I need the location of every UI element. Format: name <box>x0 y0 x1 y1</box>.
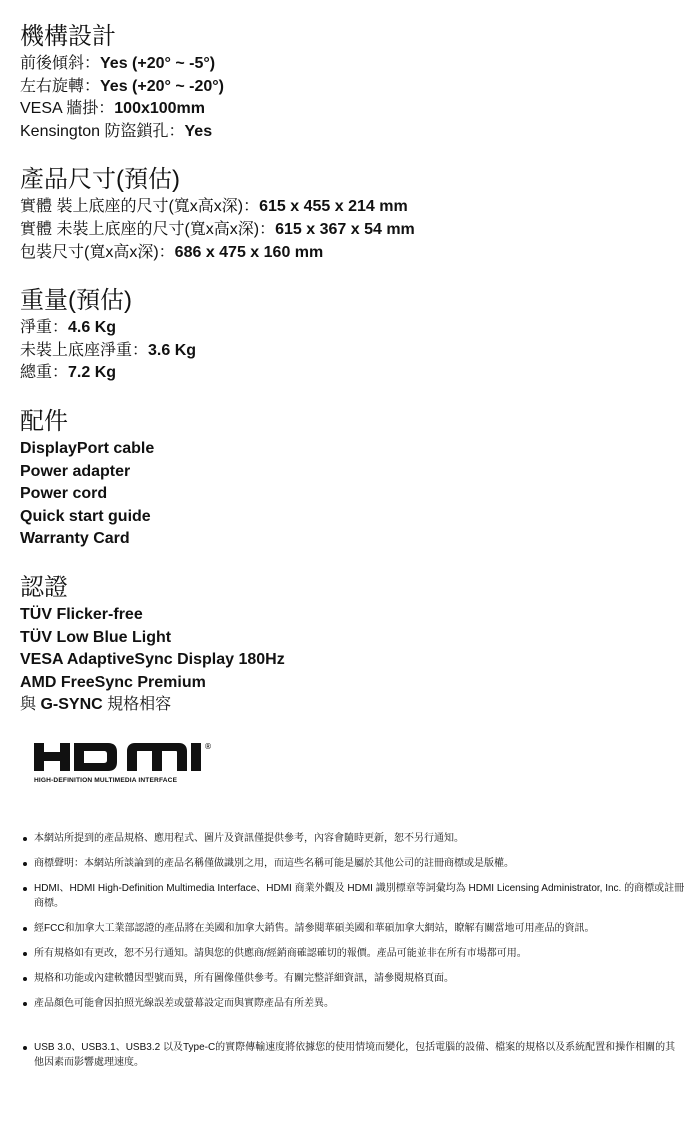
spec-section-weight <box>20 286 685 385</box>
disclaimer-item: 本網站所提到的產品規格、應用程式、圖片及資訊僅提供參考，內容會隨時更新，恕不另行通知。 <box>20 831 685 847</box>
spec-line <box>20 627 685 650</box>
spec-section-accessories <box>20 407 685 551</box>
spec-key: 實體 未裝上底座的尺寸(寬x高x深)： <box>20 220 276 238</box>
disclaimer-item: HDMI、HDMI High-Definition Multimedia Interface、HDMI 商業外觀及 HDMI 識別標章等詞彙均為 HDMI Licensing Administrator, Inc. 的商標或註冊商標。 <box>20 881 685 912</box>
spec-value: 100x100mm <box>114 100 206 118</box>
spec-line <box>20 317 685 340</box>
spec-line <box>20 340 685 363</box>
hdmi-logo <box>34 739 224 787</box>
spec-key: VESA 牆掛： <box>20 100 115 118</box>
spec-line <box>20 242 685 265</box>
spec-line <box>20 98 685 121</box>
spec-value: TÜV Flicker-free <box>20 605 143 623</box>
disclaimer-list <box>20 831 685 1012</box>
spec-line <box>20 362 685 385</box>
disclaimer-item: 規格和功能或內建軟體因型號而異，所有圖像僅供參考。有關完整詳細資訊，請參閱規格頁面。 <box>20 971 685 987</box>
spec-line <box>20 528 685 551</box>
disclaimer-item: USB 3.0、USB3.1、USB3.2 以及Type-C的實際傳輸速度將依據您的使用情境而變化，包括電腦的設備、檔案的規格以及系統配置和操作相關的其他因素而影響處理速度。 <box>20 1040 685 1071</box>
spec-value: Power adapter <box>20 462 131 480</box>
spec-value: 615 x 367 x 54 mm <box>275 220 415 238</box>
spec-key: 實體 裝上底座的尺寸(寬x高x深)： <box>20 198 260 216</box>
spec-line <box>20 121 685 144</box>
spec-line <box>20 76 685 99</box>
spec-value: Warranty Card <box>20 530 130 548</box>
spec-value: Yes (+20° ~ -5°) <box>100 55 216 72</box>
spec-value: G-SYNC <box>40 696 103 714</box>
section-title: 配件 <box>20 407 68 435</box>
section-title: 認證 <box>20 573 68 601</box>
spec-value: Quick start guide <box>20 507 151 525</box>
spec-line <box>20 483 685 506</box>
registered-mark: ® <box>204 741 212 751</box>
spec-value: 686 x 475 x 160 mm <box>174 243 324 261</box>
spec-key-suffix: 規格相容 <box>102 696 172 714</box>
spec-value: AMD FreeSync Premium <box>20 673 206 691</box>
spec-value: Yes <box>184 122 213 140</box>
spec-line <box>20 53 685 76</box>
spec-key: 淨重： <box>20 319 69 337</box>
spec-line <box>20 604 685 627</box>
spec-value: 7.2 Kg <box>68 364 117 382</box>
spec-line <box>20 506 685 529</box>
disclaimer-item: 所有規格如有更改，恕不另行通知。請與您的供應商/經銷商確認確切的報價。產品可能並非在所有市場都可用。 <box>20 946 685 962</box>
spec-line <box>20 649 685 672</box>
hdmi-tagline: HIGH-DEFINITION MULTIMEDIA INTERFACE <box>34 776 178 784</box>
spec-section-dimensions <box>20 165 685 264</box>
spec-value: Yes (+20° ~ -20°) <box>100 77 224 95</box>
usb-disclaimer-list <box>20 1040 685 1071</box>
spec-value: 3.6 Kg <box>148 341 197 359</box>
spec-value: DisplayPort cable <box>20 439 155 457</box>
spec-key: 未裝上底座淨重： <box>20 341 149 359</box>
spec-key: 包裝尺寸(寬x高x深)： <box>20 243 175 261</box>
spec-line <box>20 196 685 219</box>
spec-key: 總重： <box>20 364 69 382</box>
spec-section-certification <box>20 573 685 717</box>
section-title: 機構設計 <box>20 23 116 50</box>
spec-section-mechanical <box>20 22 685 143</box>
spec-value: 615 x 455 x 214 mm <box>259 198 408 216</box>
spec-line <box>20 219 685 242</box>
spec-value: 4.6 Kg <box>68 319 117 337</box>
spec-line <box>20 672 685 695</box>
spec-line <box>20 461 685 484</box>
section-title: 產品尺寸(預估) <box>20 166 180 194</box>
spec-key: Kensington 防盜鎖孔： <box>20 122 185 140</box>
disclaimer-item: 商標聲明：本網站所談論到的產品名稱僅做識別之用，而這些名稱可能是屬於其他公司的註冊商標或是版權。 <box>20 856 685 872</box>
spec-value: TÜV Low Blue Light <box>20 628 172 646</box>
hdmi-logo-mark <box>34 739 214 775</box>
disclaimer-item: 經FCC和加拿大工業部認證的產品將在美國和加拿大銷售。請參閱華碩美國和華碩加拿大網站，瞭解有關當地可用產品的資訊。 <box>20 921 685 937</box>
disclaimer-item: 產品顏色可能會因拍照光線誤差或螢幕設定而與實際產品有所差異。 <box>20 996 685 1012</box>
spec-value: VESA AdaptiveSync Display 180Hz <box>20 651 285 669</box>
spec-value: Power cord <box>20 485 108 503</box>
spec-document <box>20 22 685 1080</box>
section-title: 重量(預估) <box>20 287 132 315</box>
spec-key: 前後傾斜： <box>20 55 101 72</box>
spec-key: 左右旋轉： <box>20 77 101 95</box>
spec-line <box>20 694 685 717</box>
spec-key: 與 <box>20 696 41 714</box>
spec-line <box>20 438 685 461</box>
